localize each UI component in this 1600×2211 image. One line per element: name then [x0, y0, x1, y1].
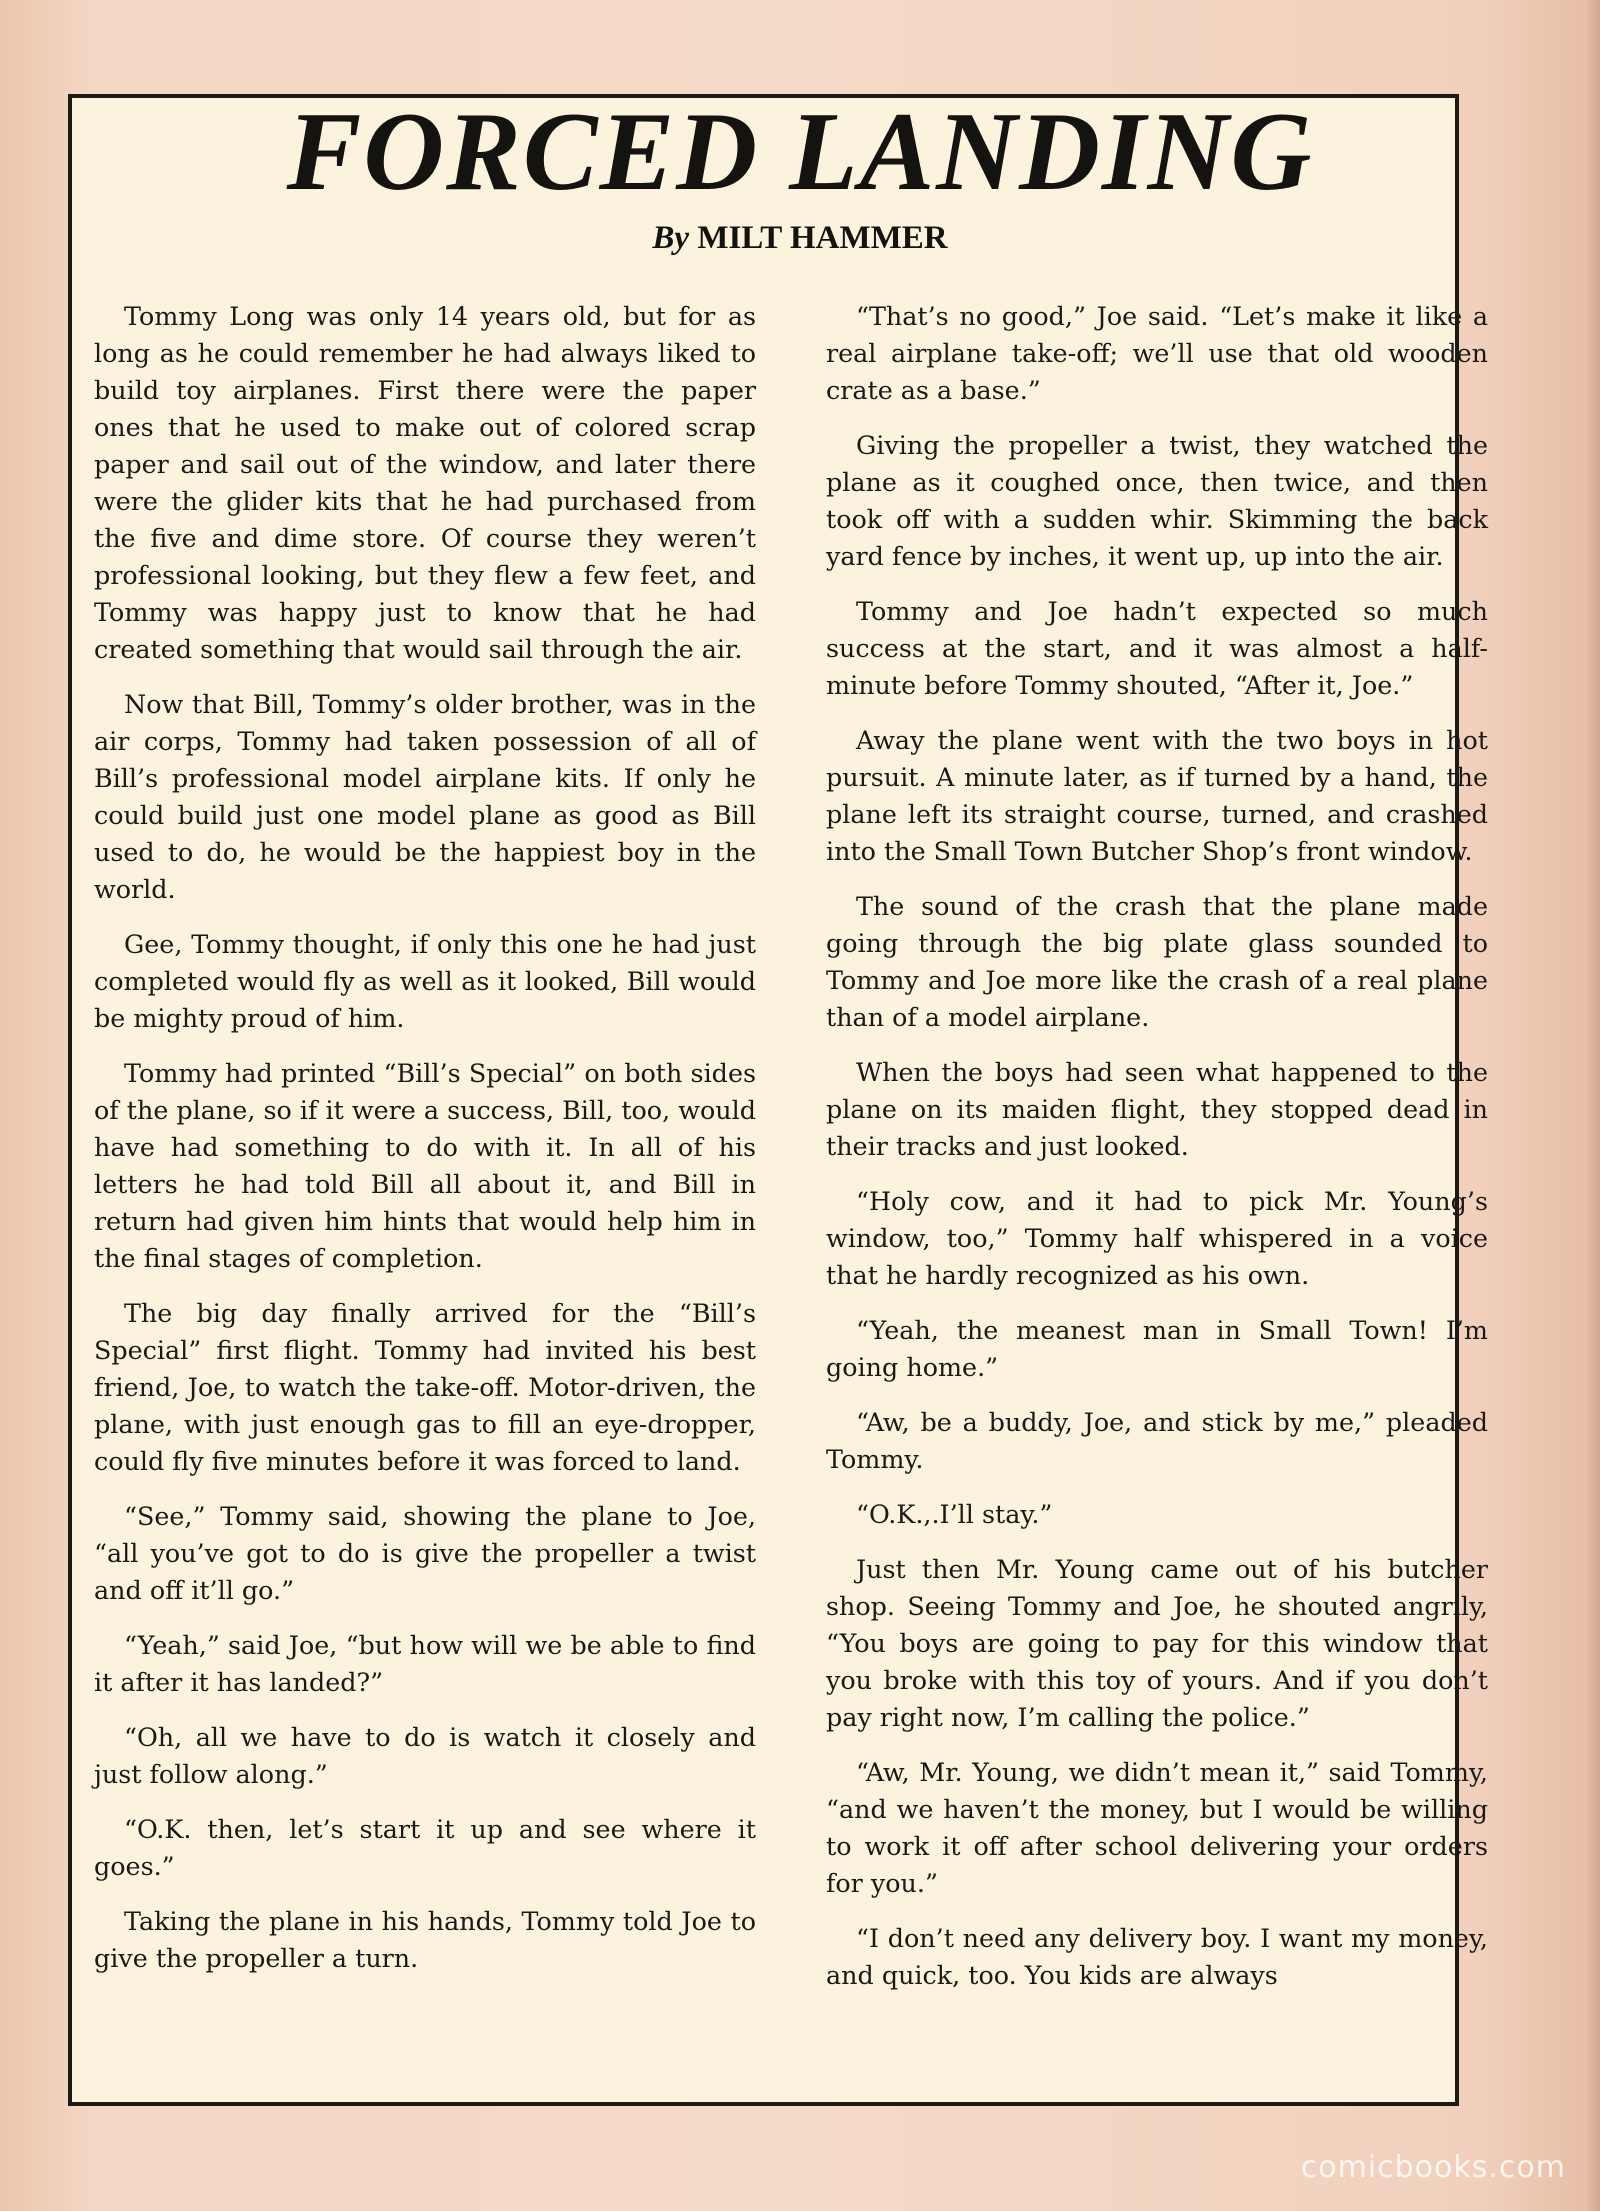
paragraph: Tommy Long was only 14 years old, but for as long as he could remember he had always liked to build toy airplanes. First there were the paper ones that he used to make out of colored scrap paper and sail out of the window, and later there were the glider kits that he had purchased from the five and dime store. Of course they weren’t professional looking, but they flew a few feet, and Tommy was happy just to know that he had created something that would sail through the air. [94, 301, 756, 664]
left-column [94, 298, 756, 1995]
paragraph: Just then Mr. Young came out of his butcher shop. Seeing Tommy and Joe, he shouted angrily, “You boys are going to pay for this window that you broke with this toy of yours. And if you don’t pay right now, I’m calling the police.” [826, 1554, 1488, 1732]
watermark: comicbooks.com [1300, 2150, 1566, 2185]
author-name: MILT HAMMER [697, 220, 948, 256]
paragraph: “Yeah,” said Joe, “but how will we be able to find it after it has landed?” [94, 1630, 756, 1697]
paragraph: The sound of the crash that the plane made going through the big plate glass sounded to Tommy and Joe more like the crash of a real plane than of a model airplane. [826, 891, 1488, 1032]
paragraph: “I don’t need any delivery boy. I want my money, and quick, too. You kids are always [826, 1923, 1488, 1990]
paragraph: Tommy had printed “Bill’s Special” on both sides of the plane, so if it were a success, Bill, too, would have had something to do with it. In all of his letters he had told Bill all about it, and Bill in return had given him hints that would help him in the final stages of completion. [94, 1058, 756, 1273]
paragraph: The big day finally arrived for the “Bill’s Special” first flight. Tommy had invited his best friend, Joe, to watch the take-off. Motor-driven, the plane, with just enough gas to fill an eye-dropper, could fly five minutes before it was forced to land. [94, 1298, 756, 1476]
paragraph: “Oh, all we have to do is watch it closely and just follow along.” [94, 1722, 756, 1789]
paragraph: “Holy cow, and it had to pick Mr. Young’s window, too,” Tommy half whispered in a voice that he hardly recognized as his own. [826, 1186, 1488, 1290]
page-edge [1584, 0, 1600, 2211]
paragraph: “Yeah, the meanest man in Small Town! I’m going home.” [826, 1315, 1488, 1382]
story-title: FORCED LANDING [286, 90, 1314, 214]
paragraph: When the boys had seen what happened to the plane on its maiden flight, they stopped dead in their tracks and just looked. [826, 1057, 1488, 1161]
byline-prefix: By [652, 220, 690, 256]
paragraph: “That’s no good,” Joe said. “Let’s make it like a real airplane take-off; we’ll use that old wooden crate as a base.” [826, 301, 1488, 405]
paragraph: “O.K.,.I’ll stay.” [856, 1499, 1053, 1529]
paragraph: Taking the plane in his hands, Tommy told Joe to give the propeller a turn. [94, 1906, 756, 1973]
paragraph: Tommy and Joe hadn’t expected so much success at the start, and it was almost a half-minute before Tommy shouted, “After it, Joe.” [826, 596, 1488, 700]
paragraph: Now that Bill, Tommy’s older brother, was in the air corps, Tommy had taken possession of all of Bill’s professional model airplane kits. If only he could build just one model plane as good as Bill used to do, he would be the happiest boy in the world. [94, 689, 756, 904]
paragraph: Giving the propeller a twist, they watched the plane as it coughed once, then twice, and then took off with a sudden whir. Skimming the back yard fence by inches, it went up, up into the air. [826, 430, 1488, 571]
paragraph: “Aw, be a buddy, Joe, and stick by me,” pleaded Tommy. [826, 1407, 1488, 1474]
byline [0, 220, 1600, 257]
right-column [826, 298, 1488, 2012]
paragraph: Gee, Tommy thought, if only this one he had just completed would fly as well as it looked, Bill would be mighty proud of him. [94, 929, 756, 1033]
paragraph: Away the plane went with the two boys in hot pursuit. A minute later, as if turned by a hand, the plane left its straight course, turned, and crashed into the Small Town Butcher Shop’s front window. [826, 725, 1488, 866]
paragraph: “Aw, Mr. Young, we didn’t mean it,” said Tommy, “and we haven’t the money, but I would be willing to work it off after school delivering your orders for you.” [826, 1757, 1488, 1898]
paragraph: “See,” Tommy said, showing the plane to Joe, “all you’ve got to do is give the propeller a twist and off it’ll go.” [94, 1501, 756, 1605]
paragraph: “O.K. then, let’s start it up and see where it goes.” [94, 1814, 756, 1881]
